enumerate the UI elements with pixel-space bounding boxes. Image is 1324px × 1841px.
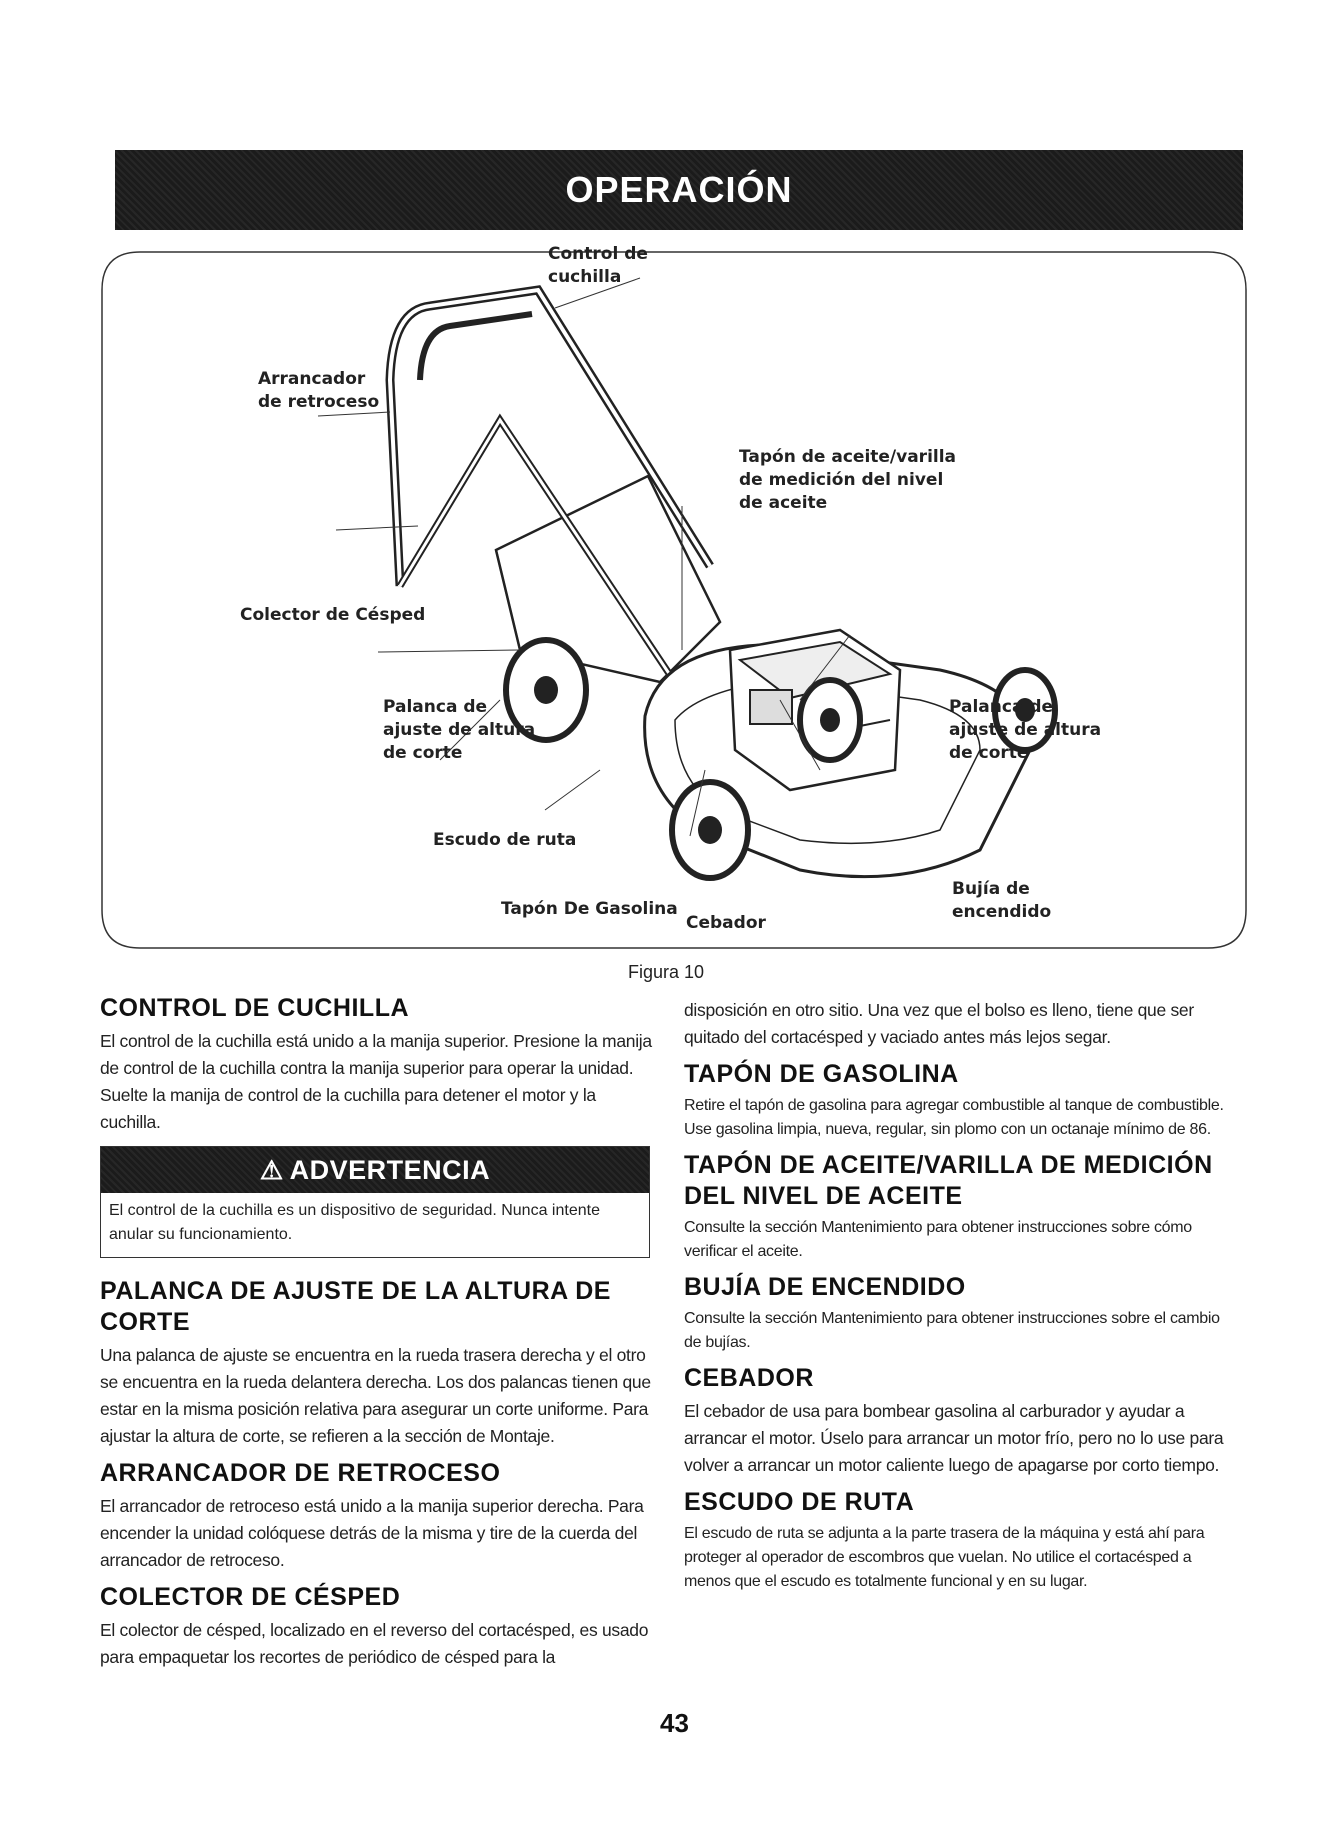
callout-line: Palanca de [383, 697, 488, 717]
callout-bujia [952, 878, 1051, 924]
heading-bujia: BUJÍA DE ENCENDIDO [684, 1273, 966, 1301]
section-banner [115, 150, 1243, 230]
warning-header [101, 1147, 649, 1193]
body-colector: El colector de césped, localizado en el reverso del cortacésped, es usado para empaquetar los recortes de periódico de césped para la [100, 1620, 649, 1667]
callout-palanca-left [383, 696, 535, 765]
callout-line: de medición del nivel [739, 470, 944, 490]
callout-line: cuchilla [548, 267, 622, 287]
callout-line: de corte [383, 743, 463, 763]
body-tapon-aceite: Consulte la sección Mantenimiento para obtener instrucciones sobre cómo verificar el aceite. [684, 1219, 1192, 1260]
callout-line: de retroceso [258, 392, 380, 412]
callout-escudo [433, 829, 576, 852]
heading-control-cuchilla: CONTROL DE CUCHILLA [100, 994, 410, 1022]
callout-line: encendido [952, 902, 1052, 922]
warning-triangle-icon: ⚠ [259, 1154, 284, 1185]
callout-tapon-gasolina [501, 898, 678, 921]
heading-tapon-gasolina: TAPÓN DE GASOLINA [684, 1060, 959, 1088]
body-arrancador: El arrancador de retroceso está unido a la manija superior derecha. Para encender la unidad colóquese detrás de la misma y tire de la cuerda del arrancador de retroceso. [100, 1496, 644, 1570]
wheel-front-left [672, 782, 748, 878]
callout-line: ajuste de altura [949, 720, 1102, 740]
callout-line: ajuste de altura [383, 720, 536, 740]
callout-colector [240, 604, 425, 627]
body-tapon-gasolina: Retire el tapón de gasolina para agregar combustible al tanque de combustible. Use gasolina limpia, nueva, regular, sin plomo con un octanaje mínimo de 86. [684, 1097, 1224, 1138]
callout-line: Cebador [686, 913, 766, 933]
heading-colector: COLECTOR DE CÉSPED [100, 1583, 401, 1611]
callout-control-cuchilla [548, 243, 648, 289]
callout-line: Control de [548, 244, 648, 264]
mower-figure [100, 244, 1248, 960]
callout-tapon-aceite [739, 446, 956, 515]
body-control-cuchilla: El control de la cuchilla está unido a la manija superior. Presione la manija de control de la cuchilla contra la manija superior para operar la unidad. Suelte la manija de control de la cuchilla para detener el motor y la cuchilla. [100, 1031, 652, 1132]
heading-escudo: ESCUDO DE RUTA [684, 1488, 915, 1516]
page-number: 43 [660, 1708, 689, 1738]
wheel-rear-right [800, 680, 860, 760]
body-cebador: El cebador de usa para bombear gasolina al carburador y ayudar a arrancar el motor. Úselo para arrancar un motor frío, pero no lo use para volver a arrancar un motor caliente luego de apagarse por corto tiempo. [684, 1401, 1224, 1475]
callout-line: Arrancador [258, 369, 366, 389]
callout-line: Colector de Césped [240, 605, 426, 625]
heading-tapon-aceite: TAPÓN DE ACEITE/VARILLA DE MEDICIÓN DEL NIVEL DE ACEITE [684, 1151, 1213, 1210]
heading-cebador: CEBADOR [684, 1364, 814, 1392]
callout-line: Bujía de [952, 879, 1030, 899]
warning-text: El control de la cuchilla es un dispositivo de seguridad. Nunca intente anular su funcionamiento. [109, 1202, 600, 1243]
callout-line: Tapón de aceite/varilla [739, 447, 957, 467]
section-title: OPERACIÓN [565, 169, 793, 210]
body-escudo: El escudo de ruta se adjunta a la parte trasera de la máquina y está ahí para proteger al operador de escombros que vuelan. No utilice el cortacésped a menos que el escudo es totalmente funcional y en su lugar. [684, 1525, 1205, 1590]
heading-palanca: PALANCA DE AJUSTE DE LA ALTURA DE CORTE [100, 1277, 611, 1336]
callout-line: Tapón De Gasolina [501, 899, 678, 919]
callout-line: de aceite [739, 493, 828, 513]
callout-palanca-right [949, 696, 1101, 765]
callout-line: Escudo de ruta [433, 830, 577, 850]
heading-arrancador: ARRANCADOR DE RETROCESO [100, 1459, 501, 1487]
callout-cebador [686, 912, 766, 935]
warning-box [100, 1146, 650, 1258]
left-column [100, 993, 656, 1679]
callout-arrancador [258, 368, 379, 414]
body-colector-cont: disposición en otro sitio. Una vez que el bolso es lleno, tiene que ser quitado del cortacésped y vaciado antes más lejos segar. [684, 1000, 1194, 1047]
warning-title: ADVERTENCIA [289, 1154, 491, 1185]
figure-caption: Figura 10 [628, 962, 705, 982]
body-bujia: Consulte la sección Mantenimiento para obtener instrucciones sobre el cambio de bujías. [684, 1310, 1220, 1351]
callout-line: de corte [949, 743, 1029, 763]
right-column [684, 997, 1240, 1602]
callout-line: Palanca de [949, 697, 1054, 717]
body-palanca: Una palanca de ajuste se encuentra en la rueda trasera derecha y el otro se encuentra en la rueda delantera derecha. Los dos palancas tienen que estar en la misma posición relativa para asegurar un corte uniforme. Para ajustar la altura de corte, se refieren a la sección de Montaje. [100, 1345, 651, 1446]
